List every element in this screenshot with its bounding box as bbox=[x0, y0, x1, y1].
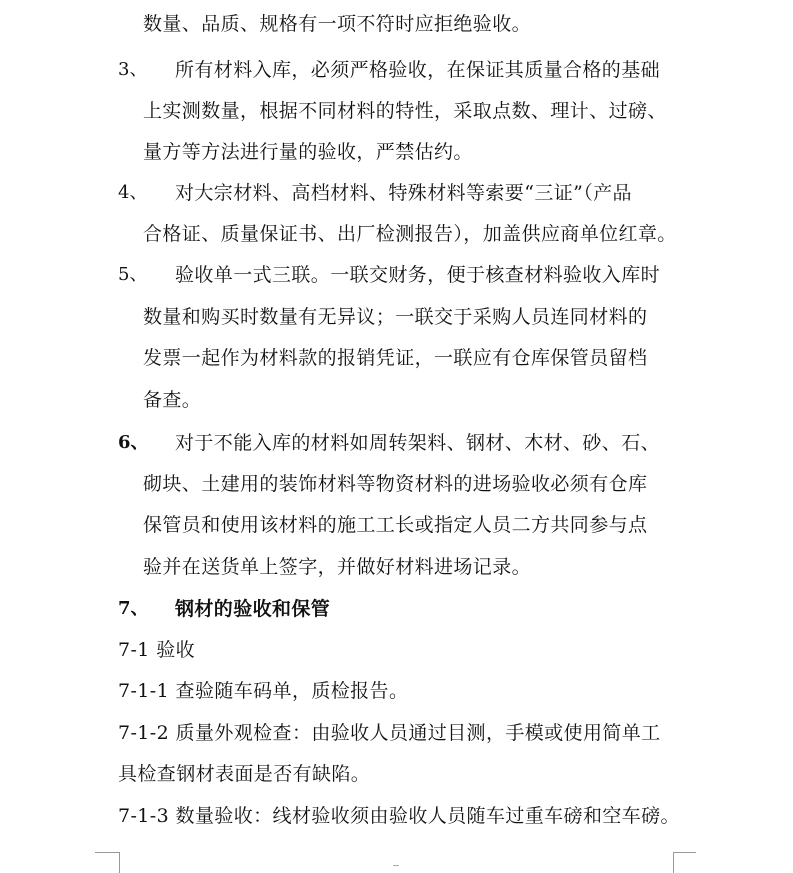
page-corner-mark-right bbox=[673, 852, 696, 873]
text-line: 7-1-3 数量验收：线材验收须由验收人员随车过重车磅和空车磅。 bbox=[118, 805, 680, 827]
text-line: 备查。 bbox=[143, 389, 202, 411]
text-line: 保管员和使用该材料的施工工长或指定人员二方共同参与点 bbox=[143, 514, 648, 536]
item-number: 6、 bbox=[118, 432, 149, 453]
text-line: 验收单一式三联。一联交财务，便于核查材料验收入库时 bbox=[175, 264, 661, 286]
item-number: 3、 bbox=[118, 59, 148, 80]
text-line: 对大宗材料、高档材料、特殊材料等索要“三证”（产品 bbox=[175, 182, 632, 204]
page-corner-mark-left bbox=[95, 852, 120, 873]
page-footer-mark bbox=[393, 865, 399, 870]
text-line: 验并在送货单上签字，并做好材料进场记录。 bbox=[143, 556, 532, 578]
text-line: 7-1-1 查验随车码单，质检报告。 bbox=[118, 680, 409, 702]
text-line: 所有材料入库，必须严格验收，在保证其质量合格的基础 bbox=[175, 59, 661, 81]
text-line: 数量和购买时数量有无异议；一联交于采购人员连同材料的 bbox=[143, 306, 648, 328]
text-line: 合格证、质量保证书、出厂检测报告），加盖供应商单位红章。 bbox=[143, 223, 677, 245]
subsection-heading: 7-1 验收 bbox=[118, 639, 196, 661]
text-line: 量方等方法进行量的验收，严禁估约。 bbox=[143, 141, 473, 163]
section-number: 7、 bbox=[118, 598, 149, 619]
item-number: 5、 bbox=[118, 264, 148, 285]
text-line: 7-1-2 质量外观检查：由验收人员通过目测，手模或使用简单工 bbox=[118, 722, 661, 744]
item-number: 4、 bbox=[118, 182, 148, 203]
text-line: 砌块、土建用的装饰材料等物资材料的进场验收必须有仓库 bbox=[143, 473, 648, 495]
text-line: 具检查钢材表面是否有缺陷。 bbox=[118, 763, 371, 785]
text-line: 发票一起作为材料款的报销凭证，一联应有仓库保管员留档 bbox=[143, 347, 648, 369]
section-heading: 钢材的验收和保管 bbox=[175, 598, 331, 620]
text-line: 数量、品质、规格有一项不符时应拒绝验收。 bbox=[143, 13, 532, 35]
text-line: 对于不能入库的材料如周转架料、钢材、木材、砂、石、 bbox=[175, 432, 661, 454]
text-line: 上实测数量，根据不同材料的特性，采取点数、理计、过磅、 bbox=[143, 100, 667, 122]
